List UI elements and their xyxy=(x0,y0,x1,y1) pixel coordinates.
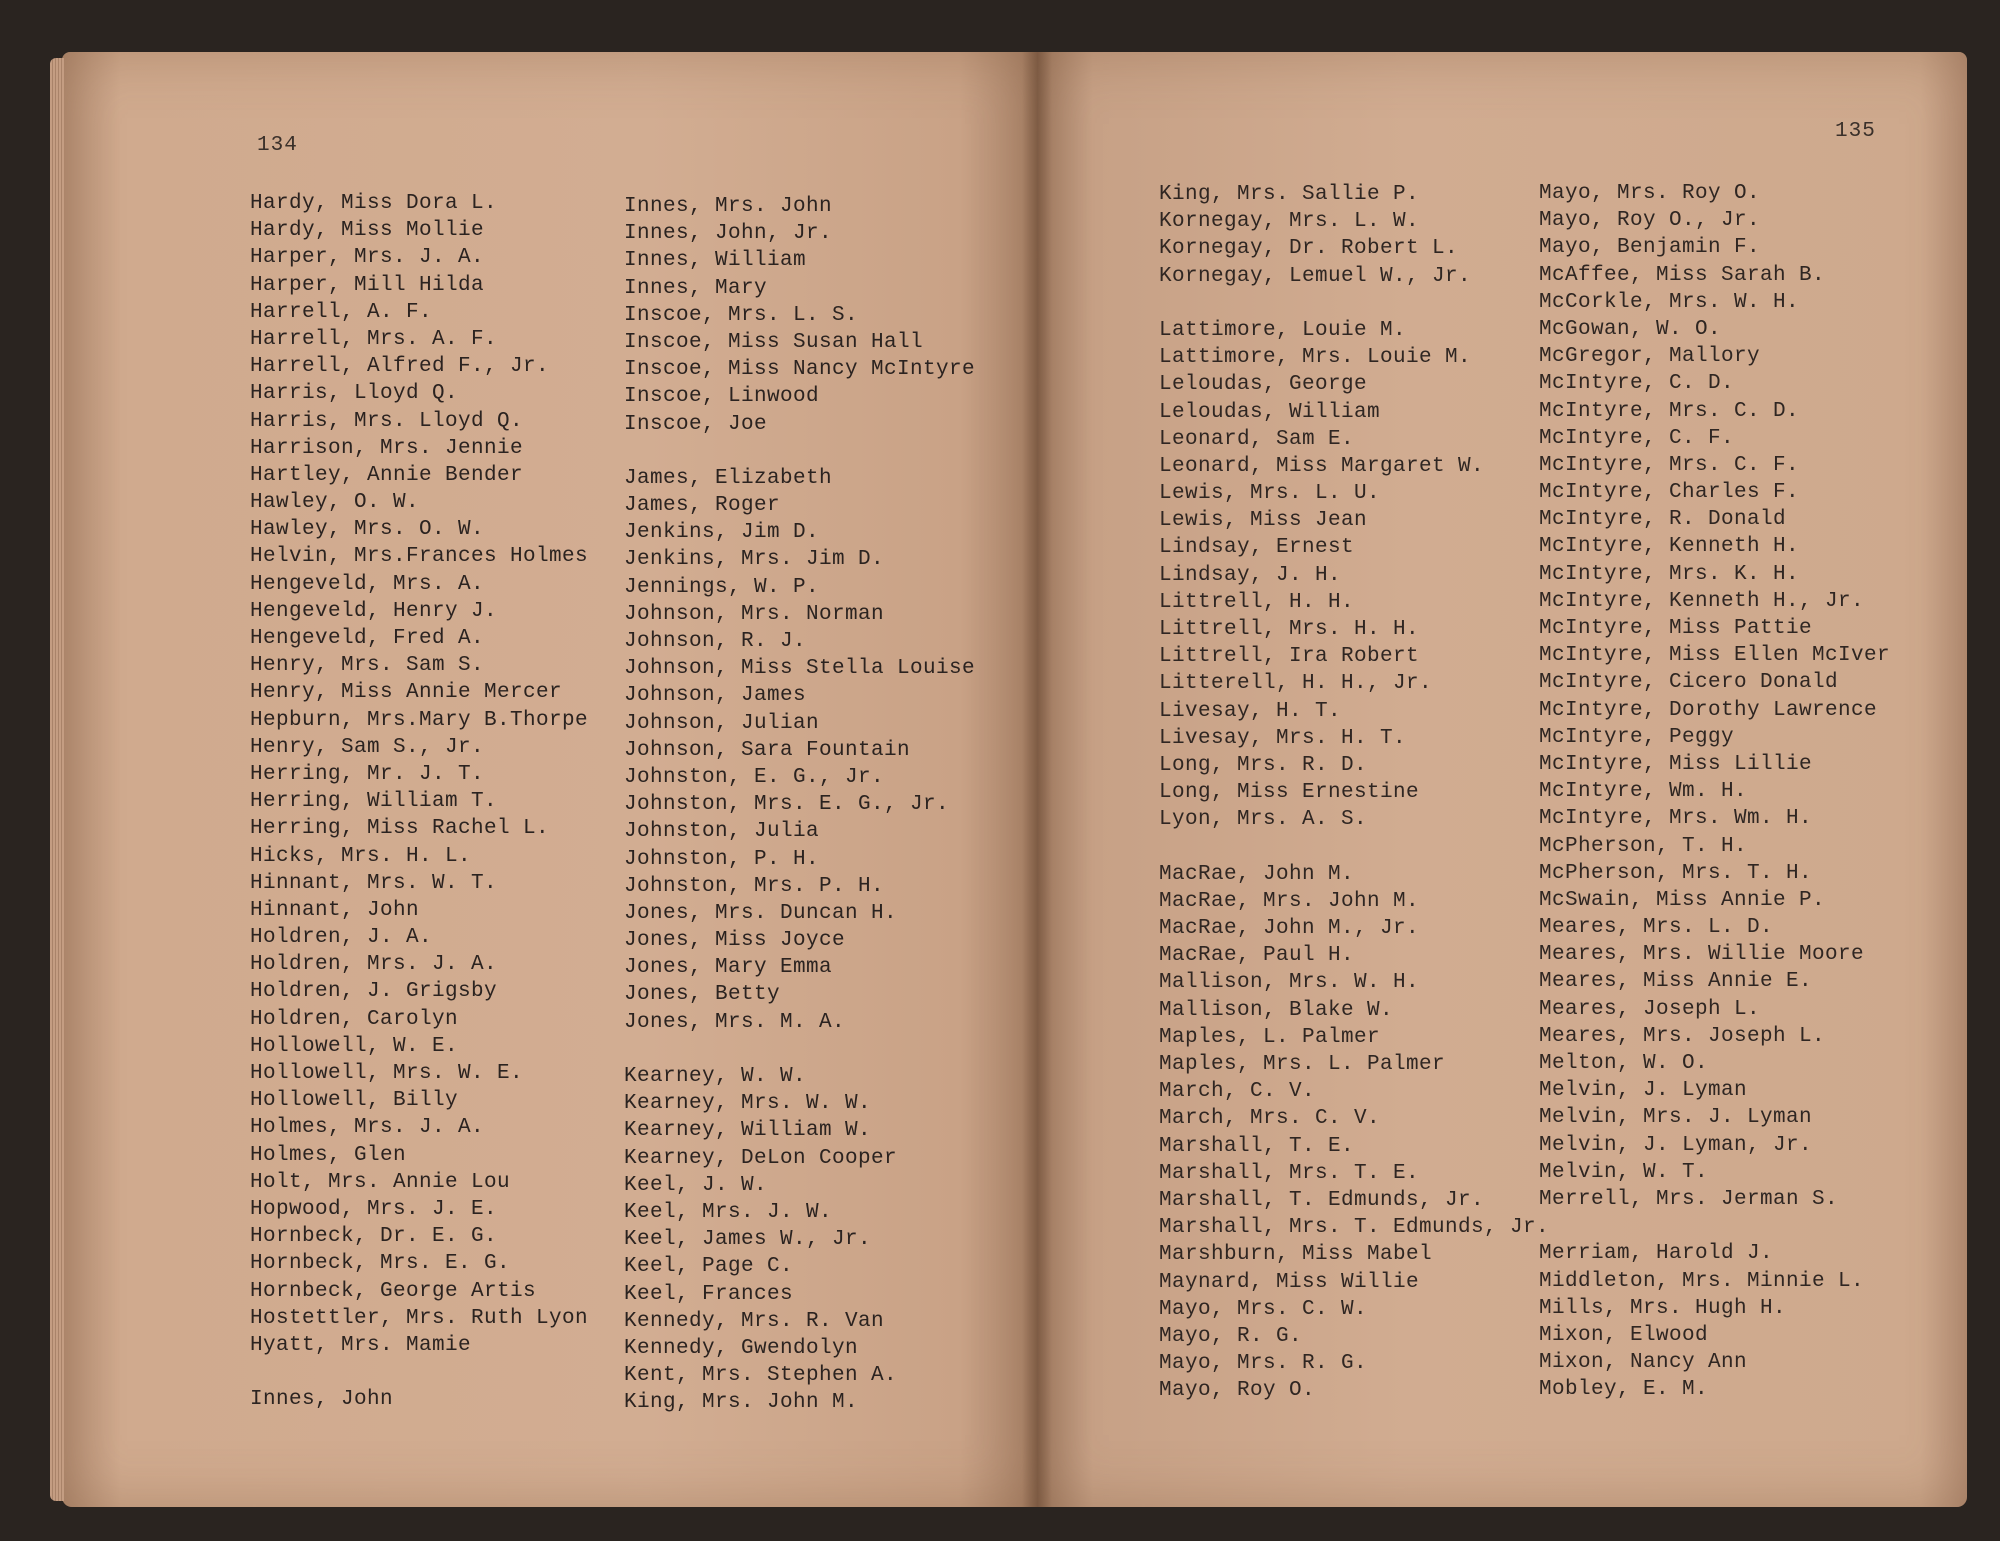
directory-entry: Lewis, Mrs. L. U. xyxy=(1159,482,1381,506)
directory-entry: Johnston, Mrs. P. H. xyxy=(624,874,885,898)
directory-entry: McIntyre, Mrs. K. H. xyxy=(1539,562,1800,586)
directory-entry: Hengeveld, Mrs. A. xyxy=(250,572,485,596)
directory-entry: Jones, Betty xyxy=(624,983,781,1007)
directory-entry: Leloudas, George xyxy=(1159,373,1368,397)
directory-entry: McIntyre, Mrs. Wm. H. xyxy=(1539,807,1813,831)
directory-entry: McIntyre, C. D. xyxy=(1539,372,1735,396)
directory-entry: Lewis, Miss Jean xyxy=(1159,509,1368,533)
directory-entry: Lyon, Mrs. A. S. xyxy=(1159,808,1368,832)
directory-entry: McIntyre, Kenneth H., Jr. xyxy=(1539,589,1865,613)
directory-entry: Marshall, T. E. xyxy=(1159,1134,1355,1158)
directory-entry: King, Mrs. Sallie P. xyxy=(1159,183,1420,206)
directory-entry: Jennings, W. P. xyxy=(624,575,820,599)
directory-entry: Helvin, Mrs.Frances Holmes xyxy=(250,545,589,569)
directory-entry: Mayo, Mrs. Roy O. xyxy=(1539,182,1761,205)
directory-entry: Mixon, Nancy Ann xyxy=(1539,1351,1748,1375)
directory-entry: Johnson, Sara Fountain xyxy=(624,738,911,762)
directory-entry: McIntyre, Wm. H. xyxy=(1539,780,1748,804)
directory-entry: McIntyre, Kenneth H. xyxy=(1539,535,1800,559)
blank-line xyxy=(1159,290,1549,317)
left-page-column-1 xyxy=(250,190,588,1413)
directory-entry: Litterell, H. H., Jr. xyxy=(1159,672,1433,696)
directory-entry: McIntyre, Miss Lillie xyxy=(1539,752,1813,776)
directory-entry: Harrison, Mrs. Jennie xyxy=(250,436,524,460)
right-page-column-2 xyxy=(1539,180,1890,1403)
directory-entry: McIntyre, Mrs. C. F. xyxy=(1539,453,1800,477)
directory-entry: Mayo, Mrs. R. G. xyxy=(1159,1352,1368,1376)
directory-entry: Marshall, Mrs. T. Edmunds, Jr. xyxy=(1159,1216,1550,1240)
directory-entry: Johnson, Miss Stella Louise xyxy=(624,657,976,681)
directory-entry: Mallison, Mrs. W. H. xyxy=(1159,971,1420,995)
directory-entry: Livesay, H. T. xyxy=(1159,699,1342,723)
directory-entry: McPherson, T. H. xyxy=(1539,834,1748,858)
directory-entry: Henry, Mrs. Sam S. xyxy=(250,654,485,678)
directory-entry: Holdren, Carolyn xyxy=(250,1007,459,1031)
directory-entry: Holdren, J. Grigsby xyxy=(250,980,498,1004)
directory-entry: Kearney, DeLon Cooper xyxy=(624,1146,898,1170)
directory-entry: Inscoe, Joe xyxy=(624,412,768,436)
directory-entry: Middleton, Mrs. Minnie L. xyxy=(1539,1269,1865,1293)
directory-entry: McIntyre, Miss Ellen McIver xyxy=(1539,644,1891,668)
directory-entry: McIntyre, C. F. xyxy=(1539,426,1735,450)
directory-entry: Melvin, Mrs. J. Lyman xyxy=(1539,1106,1813,1130)
directory-entry: Kent, Mrs. Stephen A. xyxy=(624,1364,898,1388)
directory-entry: Holdren, J. A. xyxy=(250,926,433,950)
directory-entry: Holdren, Mrs. J. A. xyxy=(250,953,498,977)
directory-entry: Henry, Sam S., Jr. xyxy=(250,735,485,759)
page-edges xyxy=(50,58,64,1501)
directory-entry: Johnson, Mrs. Norman xyxy=(624,602,885,626)
directory-entry: James, Elizabeth xyxy=(624,466,833,490)
directory-entry: Hengeveld, Henry J. xyxy=(250,599,498,623)
directory-entry: Johnston, E. G., Jr. xyxy=(624,765,885,789)
directory-entry: Holmes, Glen xyxy=(250,1143,407,1167)
directory-entry: Harrell, Mrs. A. F. xyxy=(250,327,498,351)
directory-entry: March, C. V. xyxy=(1159,1080,1316,1104)
directory-entry: Kornegay, Lemuel W., Jr. xyxy=(1159,264,1472,288)
directory-entry: Innes, Mrs. John xyxy=(624,195,833,218)
directory-entry: Hornbeck, George Artis xyxy=(250,1279,537,1303)
directory-entry: MacRae, Paul H. xyxy=(1159,944,1355,968)
right-page xyxy=(1037,52,1967,1507)
directory-entry: Merrell, Mrs. Jerman S. xyxy=(1539,1187,1839,1211)
directory-entry: Jones, Mary Emma xyxy=(624,956,833,980)
directory-entry: Melton, W. O. xyxy=(1539,1052,1709,1075)
directory-entry: Hawley, O. W. xyxy=(250,491,420,515)
directory-entry: McGowan, W. O. xyxy=(1539,317,1722,341)
directory-entry: Harrell, A. F. xyxy=(250,300,433,324)
directory-entry: Lattimore, Mrs. Louie M. xyxy=(1159,346,1472,370)
directory-entry: Keel, Page C. xyxy=(624,1255,794,1279)
directory-entry: MacRae, John M. xyxy=(1159,862,1355,886)
directory-entry: Keel, James W., Jr. xyxy=(624,1228,872,1252)
directory-entry: McIntyre, R. Donald xyxy=(1539,508,1787,532)
directory-entry: Meares, Joseph L. xyxy=(1539,997,1761,1021)
directory-entry: Kennedy, Mrs. R. Van xyxy=(624,1309,885,1333)
left-page-column-2 xyxy=(624,193,975,1416)
directory-entry: Leonard, Miss Margaret W. xyxy=(1159,454,1485,478)
directory-entry: Marshall, T. Edmunds, Jr. xyxy=(1159,1188,1485,1212)
directory-entry: Leonard, Sam E. xyxy=(1159,427,1355,451)
directory-entry: Hollowell, W. E. xyxy=(250,1034,459,1058)
directory-entry: Long, Miss Ernestine xyxy=(1159,781,1420,805)
directory-entry: McCorkle, Mrs. W. H. xyxy=(1539,290,1800,314)
directory-entry: Littrell, H. H. xyxy=(1159,590,1355,614)
directory-entry: Jones, Miss Joyce xyxy=(624,929,846,953)
directory-entry: McSwain, Miss Annie P. xyxy=(1539,888,1826,912)
directory-entry: Holmes, Mrs. J. A. xyxy=(250,1116,485,1140)
directory-entry: McIntyre, Mrs. C. D. xyxy=(1539,399,1800,423)
directory-entry: Johnston, Mrs. E. G., Jr. xyxy=(624,793,950,817)
blank-line xyxy=(624,438,975,465)
directory-entry: Inscoe, Linwood xyxy=(624,385,820,409)
directory-entry: Merriam, Harold J. xyxy=(1539,1242,1774,1266)
directory-entry: McGregor, Mallory xyxy=(1539,345,1761,369)
directory-entry: Kennedy, Gwendolyn xyxy=(624,1336,859,1360)
directory-entry: McPherson, Mrs. T. H. xyxy=(1539,861,1813,885)
directory-entry: MacRae, Mrs. John M. xyxy=(1159,889,1420,913)
directory-entry: Littrell, Mrs. H. H. xyxy=(1159,618,1420,641)
directory-entry: Hopwood, Mrs. J. E. xyxy=(250,1197,498,1221)
directory-entry: Hengeveld, Fred A. xyxy=(250,627,485,650)
directory-entry: Littrell, Ira Robert xyxy=(1159,645,1420,669)
directory-entry: Innes, William xyxy=(624,249,807,273)
directory-entry: Maynard, Miss Willie xyxy=(1159,1270,1420,1294)
directory-entry: Mobley, E. M. xyxy=(1539,1378,1709,1402)
directory-entry: Hollowell, Billy xyxy=(250,1089,459,1113)
directory-entry: Hinnant, Mrs. W. T. xyxy=(250,871,498,895)
directory-entry: Melvin, W. T. xyxy=(1539,1160,1709,1184)
directory-entry: Innes, John, Jr. xyxy=(624,222,833,246)
directory-entry: Jenkins, Mrs. Jim D. xyxy=(624,548,885,572)
directory-entry: Johnston, Julia xyxy=(624,820,820,844)
directory-entry: Innes, John xyxy=(250,1388,394,1412)
directory-entry: Kornegay, Mrs. L. W. xyxy=(1159,210,1420,234)
right-page-number: 135 xyxy=(1835,120,1876,143)
directory-entry: Holt, Mrs. Annie Lou xyxy=(250,1170,511,1194)
directory-entry: Johnson, R. J. xyxy=(624,630,807,653)
directory-entry: Marshburn, Miss Mabel xyxy=(1159,1243,1433,1267)
directory-entry: McAffee, Miss Sarah B. xyxy=(1539,263,1826,287)
directory-entry: Leloudas, William xyxy=(1159,400,1381,424)
blank-line xyxy=(1539,1213,1890,1240)
left-page xyxy=(62,52,1037,1507)
directory-entry: McIntyre, Peggy xyxy=(1539,725,1735,749)
directory-entry: Johnson, James xyxy=(624,684,807,708)
directory-entry: Harris, Mrs. Lloyd Q. xyxy=(250,409,524,433)
directory-entry: Marshall, Mrs. T. E. xyxy=(1159,1161,1420,1185)
directory-entry: McIntyre, Cicero Donald xyxy=(1539,671,1839,695)
directory-entry: Mayo, Roy O., Jr. xyxy=(1539,209,1761,233)
right-page-column-1 xyxy=(1159,181,1549,1404)
directory-entry: McIntyre, Dorothy Lawrence xyxy=(1539,698,1878,722)
directory-entry: Long, Mrs. R. D. xyxy=(1159,753,1368,777)
directory-entry: Inscoe, Mrs. L. S. xyxy=(624,303,859,327)
directory-entry: Hardy, Miss Dora L. xyxy=(250,192,498,215)
directory-entry: Mayo, R. G. xyxy=(1159,1324,1303,1348)
directory-entry: Mayo, Roy O. xyxy=(1159,1379,1316,1403)
directory-entry: Maples, L. Palmer xyxy=(1159,1025,1381,1049)
directory-entry: James, Roger xyxy=(624,494,781,518)
directory-entry: Harper, Mill Hilda xyxy=(250,273,485,297)
directory-entry: Hinnant, John xyxy=(250,898,420,922)
directory-entry: Meares, Mrs. Joseph L. xyxy=(1539,1024,1826,1048)
directory-entry: Henry, Miss Annie Mercer xyxy=(250,681,563,705)
directory-entry: Johnston, P. H. xyxy=(624,847,820,871)
directory-entry: Lindsay, Ernest xyxy=(1159,536,1355,560)
directory-entry: Jenkins, Jim D. xyxy=(624,521,820,545)
blank-line xyxy=(250,1359,588,1386)
directory-entry: Herring, Mr. J. T. xyxy=(250,762,485,786)
directory-entry: Harris, Lloyd Q. xyxy=(250,382,459,406)
directory-entry: Keel, J. W. xyxy=(624,1173,768,1197)
directory-entry: Kearney, Mrs. W. W. xyxy=(624,1092,872,1116)
directory-entry: Herring, Miss Rachel L. xyxy=(250,817,550,841)
directory-entry: MacRae, John M., Jr. xyxy=(1159,917,1420,941)
open-book xyxy=(62,52,1967,1507)
directory-entry: Hollowell, Mrs. W. E. xyxy=(250,1062,524,1085)
directory-entry: Hepburn, Mrs.Mary B.Thorpe xyxy=(250,708,589,732)
directory-entry: Mallison, Blake W. xyxy=(1159,998,1394,1022)
directory-entry: Hardy, Miss Mollie xyxy=(250,219,485,243)
directory-entry: Lindsay, J. H. xyxy=(1159,563,1342,587)
directory-entry: Meares, Miss Annie E. xyxy=(1539,970,1813,994)
directory-entry: Jones, Mrs. M. A. xyxy=(624,1010,846,1034)
directory-entry: Herring, William T. xyxy=(250,790,498,814)
directory-entry: Hornbeck, Dr. E. G. xyxy=(250,1225,498,1249)
directory-entry: Mixon, Elwood xyxy=(1539,1323,1709,1347)
directory-entry: Meares, Mrs. L. D. xyxy=(1539,916,1774,940)
directory-entry: Mills, Mrs. Hugh H. xyxy=(1539,1296,1787,1320)
directory-entry: Hicks, Mrs. H. L. xyxy=(250,844,472,868)
directory-entry: Johnson, Julian xyxy=(624,711,820,735)
directory-entry: Harrell, Alfred F., Jr. xyxy=(250,355,550,379)
directory-entry: Kornegay, Dr. Robert L. xyxy=(1159,237,1459,261)
directory-entry: Mayo, Mrs. C. W. xyxy=(1159,1297,1368,1321)
directory-entry: Harper, Mrs. J. A. xyxy=(250,246,485,270)
directory-entry: Inscoe, Miss Susan Hall xyxy=(624,330,924,354)
directory-entry: King, Mrs. John M. xyxy=(624,1391,859,1415)
directory-entry: Inscoe, Miss Nancy McIntyre xyxy=(624,358,976,382)
directory-entry: Kearney, William W. xyxy=(624,1119,872,1143)
directory-entry: Hartley, Annie Bender xyxy=(250,463,524,487)
directory-entry: Hawley, Mrs. O. W. xyxy=(250,518,485,542)
directory-entry: Melvin, J. Lyman xyxy=(1539,1079,1748,1103)
directory-entry: Meares, Mrs. Willie Moore xyxy=(1539,943,1865,967)
directory-entry: McIntyre, Miss Pattie xyxy=(1539,617,1813,640)
directory-entry: Innes, Mary xyxy=(624,276,768,300)
blank-line xyxy=(624,1036,975,1063)
directory-entry: Melvin, J. Lyman, Jr. xyxy=(1539,1133,1813,1157)
directory-entry: Livesay, Mrs. H. T. xyxy=(1159,726,1407,750)
directory-entry: Hostettler, Mrs. Ruth Lyon xyxy=(250,1306,589,1330)
left-page-number: 134 xyxy=(257,134,298,157)
directory-entry: Keel, Frances xyxy=(624,1282,794,1306)
directory-entry: March, Mrs. C. V. xyxy=(1159,1107,1381,1131)
directory-entry: Lattimore, Louie M. xyxy=(1159,318,1407,342)
directory-entry: Maples, Mrs. L. Palmer xyxy=(1159,1053,1446,1076)
directory-entry: Keel, Mrs. J. W. xyxy=(624,1200,833,1224)
directory-entry: Mayo, Benjamin F. xyxy=(1539,236,1761,260)
directory-entry: Hyatt, Mrs. Mamie xyxy=(250,1333,472,1357)
directory-entry: Hornbeck, Mrs. E. G. xyxy=(250,1252,511,1276)
directory-entry: Jones, Mrs. Duncan H. xyxy=(624,901,898,925)
directory-entry: Kearney, W. W. xyxy=(624,1065,807,1088)
blank-line xyxy=(1159,834,1549,861)
directory-entry: McIntyre, Charles F. xyxy=(1539,481,1800,505)
